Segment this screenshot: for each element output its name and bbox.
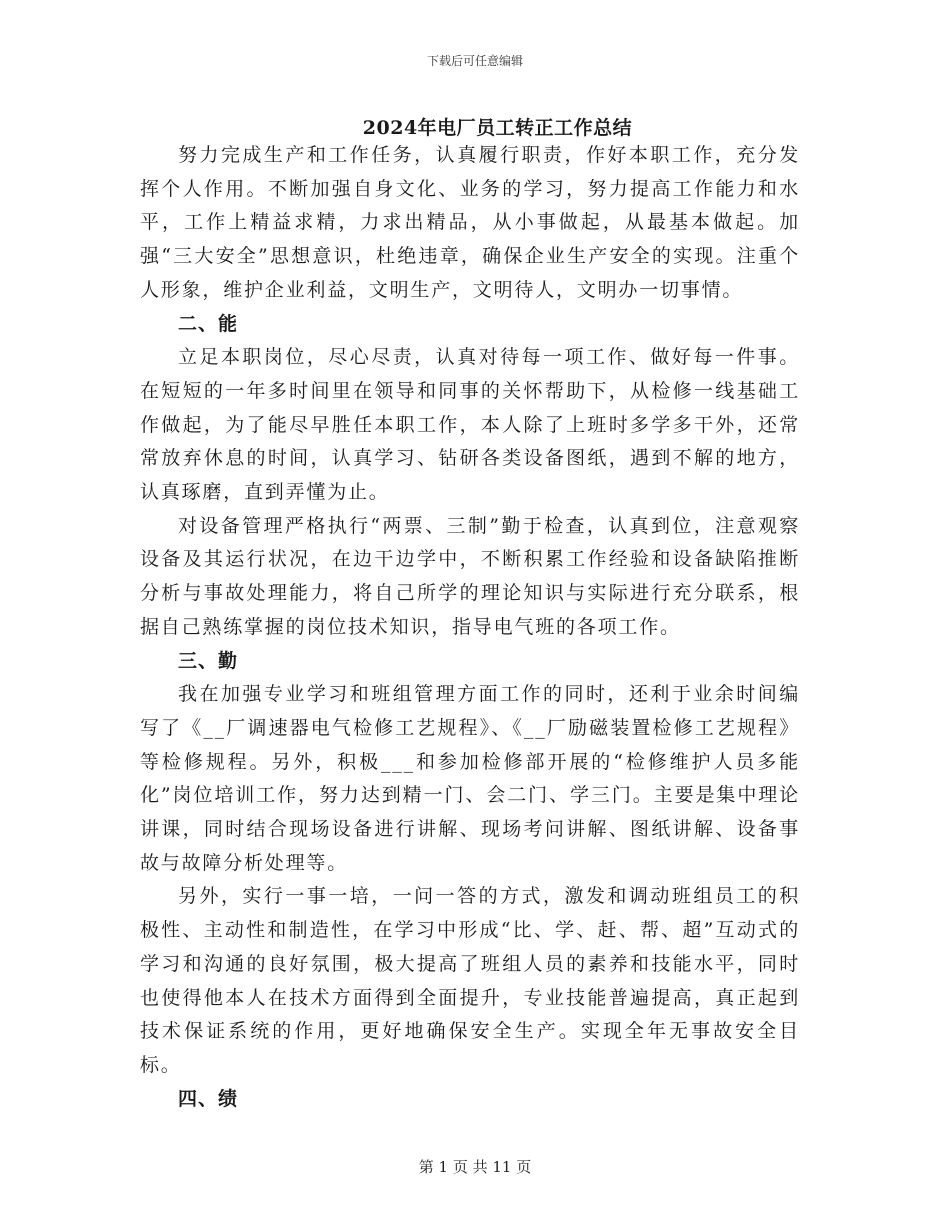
paragraph: 另外，实行一事一培，一问一答的方式，激发和调动班组员工的积极性、主动性和制造性，在学习中形成“比、学、赶、帮、超”互动式的学习和沟通的良好氛围，极大提高了班组人员的素养和技能水平，同时也使得他本人在技术方面得到全面提升，专业技能普遍提高，真正起到技术保证系统的作用，更好地确保安全生产。实现全年无事故安全目标。 bbox=[140, 885, 800, 1076]
paragraph: 立足本职岗位，尽心尽责，认真对待每一项工作、做好每一件事。在短短的一年多时间里在领导和同事的关怀帮助下，从检修一线基础工作做起，为了能尽早胜任本职工作，本人除了上班时多学多干外，还常常放弃休息的时间，认真学习、钻研各类设备图纸，遇到不解的地方，认真琢磨，直到弄懂为止。 bbox=[140, 346, 800, 504]
section-heading: 四、绩 bbox=[178, 1087, 239, 1110]
paragraph: 努力完成生产和工作任务，认真履行职责，作好本职工作，充分发挥个人作用。不断加强自身文化、业务的学习，努力提高工作能力和水平，工作上精益求精，力求出精品，从小事做起，从最基本做起。加强“三大安全”思想意识，杜绝违章，确保企业生产安全的实现。注重个人形象，维护企业利益，文明生产，文明待人，文明办一切事情。 bbox=[140, 144, 800, 301]
paragraph: 对设备管理严格执行“两票、三制”勤于检查，认真到位，注意观察设备及其运行状况，在边干边学中，不断积累工作经验和设备缺陷推断分析与事故处理能力，将自己所学的理论知识与实际进行充分联系，根据自己熟练掌握的岗位技术知识，指导电气班的各项工作。 bbox=[140, 514, 800, 638]
page-number: 第 1 页 共 11 页 bbox=[418, 1158, 532, 1176]
section-heading: 三、勤 bbox=[178, 649, 239, 672]
document-body bbox=[140, 139, 800, 1116]
header-note: 下载后可任意编辑 bbox=[426, 54, 523, 68]
document-title: 2024年电厂员工转正工作总结 bbox=[362, 117, 633, 139]
paragraph: 我在加强专业学习和班组管理方面工作的同时，还利于业余时间编写了《__厂调速器电气检修工艺规程》、《__厂励磁装置检修工艺规程》等检修规程。另外，积极___和参加检修部开展的“检修维护人员多能化”岗位培训工作，努力达到精一门、会二门、学三门。主要是集中理论讲课，同时结合现场设备进行讲解、现场考问讲解、图纸讲解、设备事故与故障分析处理等。 bbox=[140, 683, 800, 874]
section-heading: 二、能 bbox=[178, 312, 239, 335]
